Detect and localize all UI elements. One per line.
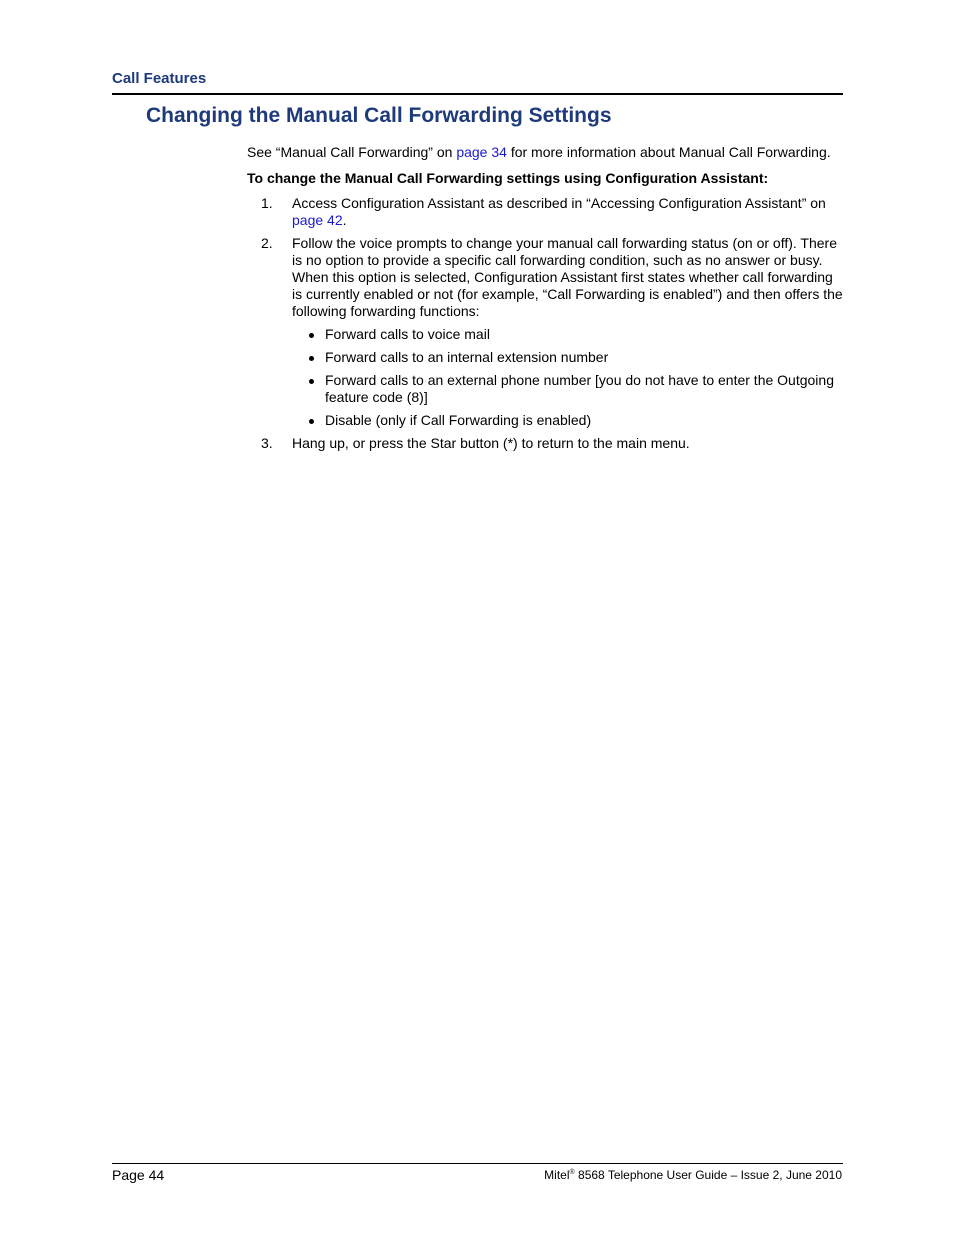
footer-brand: Mitel <box>544 1168 570 1182</box>
footer-doc-title: 8568 Telephone User Guide – Issue 2, June 2010 <box>574 1168 842 1182</box>
page-34-link[interactable]: page 34 <box>456 144 507 160</box>
step-1-text-after: . <box>342 212 347 228</box>
bullet-icon <box>309 419 314 424</box>
bullet-text: Disable (only if Call Forwarding is enabled) <box>325 412 592 428</box>
step-3 <box>247 435 843 452</box>
bullet-text: Forward calls to an internal extension number <box>325 349 609 365</box>
page-42-link[interactable]: page 42 <box>292 212 343 228</box>
bullet-text: Forward calls to voice mail <box>325 326 490 342</box>
bullet-text: Forward calls to an external phone number [you do not have to enter the Outgoing feature code (8)] <box>325 372 834 405</box>
list-item <box>292 326 843 343</box>
content-body <box>247 144 843 458</box>
registered-mark: ® <box>569 1169 575 1176</box>
step-number: 3. <box>261 435 273 451</box>
procedure-heading: To change the Manual Call Forwarding settings using Configuration Assistant: <box>247 170 769 186</box>
forwarding-options-list <box>292 326 843 429</box>
footer-doc-info <box>544 1168 842 1182</box>
bullet-icon <box>309 379 314 384</box>
step-number: 2. <box>261 235 273 251</box>
intro-paragraph <box>247 144 843 161</box>
step-number: 1. <box>261 195 273 211</box>
list-item <box>292 412 843 429</box>
step-1 <box>247 195 843 229</box>
list-item <box>292 349 843 366</box>
step-2-text: Follow the voice prompts to change your manual call forwarding status (on or off). There is no option to provide a specific call forwarding condition, such as no answer or busy. When this option is selected, Configuration Assistant first states whether call forwarding is currently enabled or not (for example, “Call Forwarding is enabled”) and then offers the following forwarding functions: <box>292 235 843 319</box>
header-divider <box>112 93 843 95</box>
page-title: Changing the Manual Call Forwarding Settings <box>146 104 612 127</box>
running-header-section: Call Features <box>112 70 207 87</box>
intro-text-after: for more information about Manual Call Forwarding. <box>506 144 831 160</box>
intro-text-before: See “Manual Call Forwarding” on <box>247 144 457 160</box>
bullet-icon <box>309 333 314 338</box>
step-2 <box>247 235 843 429</box>
footer-divider <box>112 1163 843 1164</box>
page-number: Page 44 <box>112 1167 165 1183</box>
procedure-steps <box>247 195 843 452</box>
step-3-text: Hang up, or press the Star button (*) to return to the main menu. <box>292 435 690 451</box>
bullet-icon <box>309 356 314 361</box>
list-item <box>292 372 843 406</box>
step-1-text-before: Access Configuration Assistant as described in “Accessing Configuration Assistant” on <box>292 195 826 211</box>
